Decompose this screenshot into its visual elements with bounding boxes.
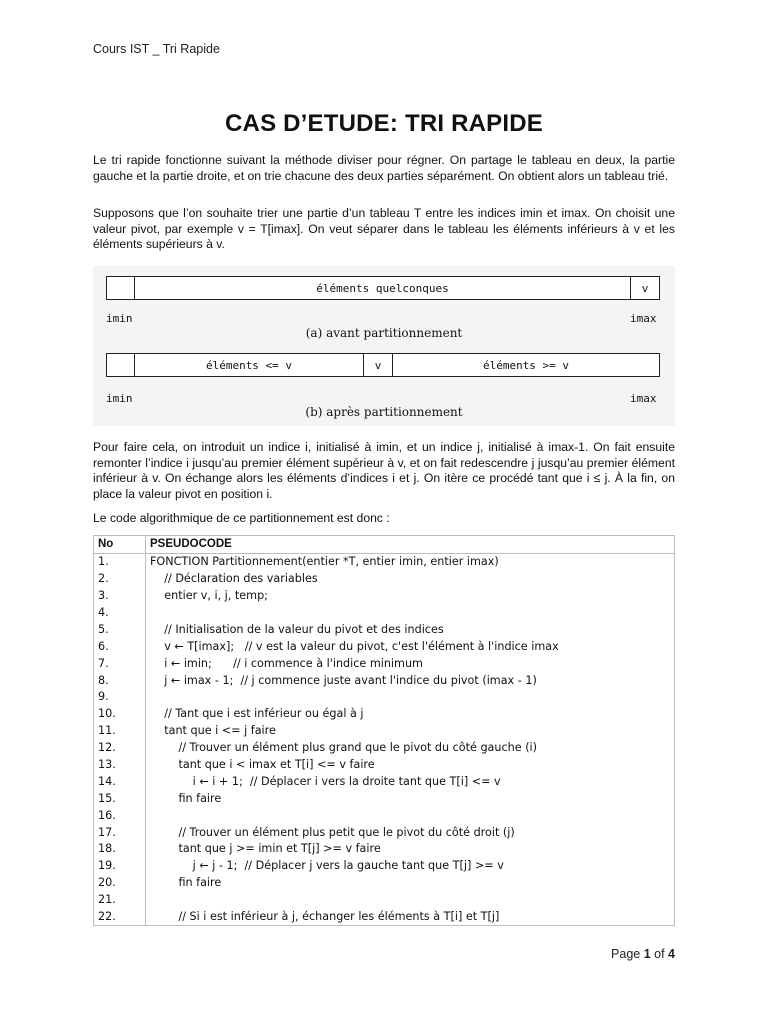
line-number: 8. — [94, 672, 146, 689]
code-line: // Trouver un élément plus petit que le pivot du côté droit (j) — [146, 824, 675, 841]
array-cell-pivot: v — [363, 353, 393, 377]
table-row — [94, 892, 675, 909]
table-row — [94, 757, 675, 774]
line-number: 3. — [94, 588, 146, 605]
code-line: // Si i est inférieur à j, échanger les éléments à T[i] et T[j] — [146, 909, 675, 926]
partition-figure — [93, 266, 675, 426]
page-footer — [611, 947, 675, 961]
line-number: 19. — [94, 858, 146, 875]
label-imin: imin — [106, 392, 133, 405]
line-number: 12. — [94, 740, 146, 757]
page-of: of — [650, 947, 669, 961]
line-number: 6. — [94, 638, 146, 655]
line-number: 11. — [94, 723, 146, 740]
label-imax: imax — [630, 392, 657, 405]
table-row — [94, 689, 675, 706]
line-number: 16. — [94, 807, 146, 824]
array-segment-any: éléments quelconques — [134, 276, 631, 300]
method-paragraph: Pour faire cela, on introduit un indice i, initialisé à imin, et un indice j, initialisé à imax-1. On fait ensuite remonter l’indice i jusqu’au premier élément supérieur à v, et on fait redescendre j jusqu’au premier élément inférieur à v. On échange alors les éléments d’indices i et j. On itère ce procédé tant que i ≤ j. À la fin, on place la valeur pivot en position i. — [93, 440, 675, 501]
code-line: // Déclaration des variables — [146, 571, 675, 588]
column-header-no: No — [94, 536, 146, 554]
line-number: 2. — [94, 571, 146, 588]
array-segment-ge: éléments >= v — [392, 353, 660, 377]
code-intro: Le code algorithmique de ce partitionnement est donc : — [93, 511, 390, 525]
table-row — [94, 621, 675, 638]
line-number: 10. — [94, 706, 146, 723]
table-row — [94, 605, 675, 622]
page-total: 4 — [668, 947, 675, 961]
pseudocode-body — [94, 553, 675, 926]
line-number: 15. — [94, 790, 146, 807]
page-current: 1 — [643, 947, 651, 961]
line-number: 21. — [94, 892, 146, 909]
label-imax: imax — [630, 312, 657, 325]
caption-before: (a) avant partitionnement — [305, 326, 463, 340]
code-line: entier v, i, j, temp; — [146, 588, 675, 605]
code-line: // Trouver un élément plus grand que le pivot du côté gauche (i) — [146, 740, 675, 757]
array-cell-imin — [106, 276, 135, 300]
array-cell-pivot: v — [630, 276, 660, 300]
code-line: i ← i + 1; // Déplacer i vers la droite tant que T[i] <= v — [146, 773, 675, 790]
table-row — [94, 740, 675, 757]
code-line: tant que i < imax et T[i] <= v faire — [146, 757, 675, 774]
code-line: FONCTION Partitionnement(entier *T, entier imin, entier imax) — [146, 553, 675, 570]
table-row — [94, 841, 675, 858]
table-row — [94, 858, 675, 875]
table-row — [94, 807, 675, 824]
code-line — [146, 605, 675, 622]
line-number: 20. — [94, 875, 146, 892]
table-row — [94, 723, 675, 740]
line-number: 18. — [94, 841, 146, 858]
code-line: tant que i <= j faire — [146, 723, 675, 740]
table-row — [94, 655, 675, 672]
line-number: 5. — [94, 621, 146, 638]
line-number: 9. — [94, 689, 146, 706]
line-number: 7. — [94, 655, 146, 672]
code-line: v ← T[imax]; // v est la valeur du pivot, c'est l'élément à l'indice imax — [146, 638, 675, 655]
code-line — [146, 689, 675, 706]
pivot-paragraph: Supposons que l’on souhaite trier une partie d’un tableau T entre les indices imin et imax. On choisit une valeur pivot, par exemple v = T[imax]. On veut séparer dans le tableau les éléments inférieurs à v et les éléments supérieurs à v. — [93, 206, 675, 251]
line-number: 22. — [94, 909, 146, 926]
code-line: // Initialisation de la valeur du pivot et des indices — [146, 621, 675, 638]
code-line: j ← j - 1; // Déplacer j vers la gauche tant que T[j] >= v — [146, 858, 675, 875]
page-title: CAS D’ETUDE: TRI RAPIDE — [225, 110, 543, 137]
code-line: // Tant que i est inférieur ou égal à j — [146, 706, 675, 723]
column-header-pseudocode: PSEUDOCODE — [146, 536, 675, 554]
table-row — [94, 588, 675, 605]
label-imin: imin — [106, 312, 133, 325]
line-number: 14. — [94, 773, 146, 790]
table-row — [94, 773, 675, 790]
table-row — [94, 706, 675, 723]
code-line: tant que j >= imin et T[j] >= v faire — [146, 841, 675, 858]
table-row — [94, 672, 675, 689]
page-header: Cours IST _ Tri Rapide — [93, 42, 220, 56]
table-row — [94, 571, 675, 588]
table-row — [94, 553, 675, 570]
code-line — [146, 807, 675, 824]
table-row — [94, 824, 675, 841]
code-line: i ← imin; // i commence à l'indice minimum — [146, 655, 675, 672]
page-prefix: Page — [611, 947, 644, 961]
code-line — [146, 892, 675, 909]
line-number: 17. — [94, 824, 146, 841]
code-line: j ← imax - 1; // j commence juste avant l'indice du pivot (imax - 1) — [146, 672, 675, 689]
line-number: 13. — [94, 757, 146, 774]
table-row — [94, 875, 675, 892]
code-line: fin faire — [146, 875, 675, 892]
array-cell-imin — [106, 353, 135, 377]
array-segment-le: éléments <= v — [134, 353, 364, 377]
table-row — [94, 790, 675, 807]
line-number: 1. — [94, 553, 146, 570]
table-row — [94, 638, 675, 655]
pseudocode-table — [93, 535, 675, 926]
intro-paragraph: Le tri rapide fonctionne suivant la méthode diviser pour régner. On partage le tableau en deux, la partie gauche et la partie droite, et on trie chacune des deux parties séparément. On obtient alors un tableau trié. — [93, 153, 675, 183]
caption-after: (b) après partitionnement — [305, 405, 463, 419]
code-line: fin faire — [146, 790, 675, 807]
line-number: 4. — [94, 605, 146, 622]
table-row — [94, 909, 675, 926]
